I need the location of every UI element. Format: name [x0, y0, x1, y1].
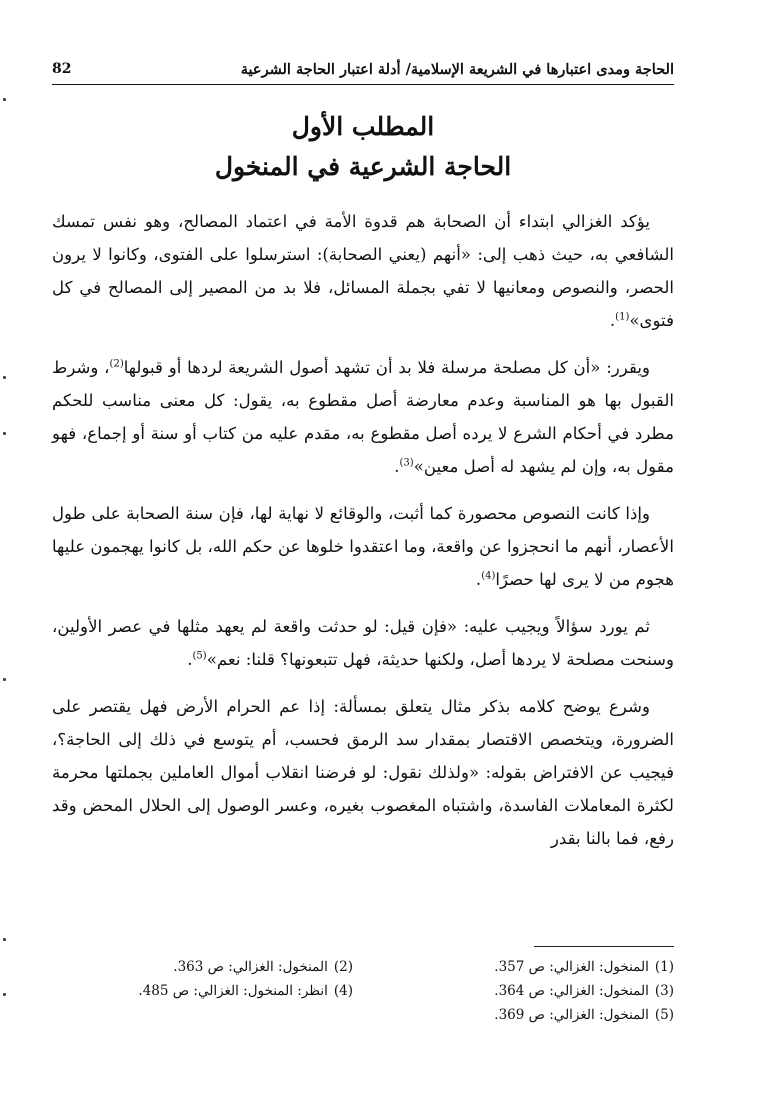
scan-mark: [3, 678, 6, 681]
header-rule: [52, 84, 674, 85]
footnote-text: المنخول: الغزالي: ص 369.: [494, 1007, 649, 1023]
footnote-4: [52, 982, 353, 1000]
section-title: المطلب الأول: [291, 112, 435, 141]
footnote-number: (4): [333, 983, 353, 999]
footnotes: [52, 958, 674, 1024]
footnote-ref-3[interactable]: (3): [399, 457, 414, 469]
scan-mark: [3, 376, 6, 379]
running-title: الحاجة ومدى اعتبارها في الشريعة الإسلامية/ أدلة اعتبار الحاجة الشرعية: [240, 60, 674, 78]
page-number: 82: [52, 61, 72, 77]
body-text: [52, 205, 674, 869]
footnote-rule: [534, 946, 674, 947]
footnote-number: (1): [654, 959, 674, 975]
subsection-title: الحاجة الشرعية في المنخول: [214, 152, 512, 181]
paragraph-2: ويقرر: «أن كل مصلحة مرسلة فلا بد أن تشهد أصول الشريعة لردها أو قبولها$^{(2)}$، وشرط القبول بها هو المناسبة وعدم معارضة أصل مقطوع به، يقول: كل معنى مناسب للحكم مطرد في أحكام الشرع لا يرده أصل مقطوع به، مقدم عليه من كتاب أو سنة أو إجماع، فهو مقول به، وإن لم يشهد له أصل معين»$^{(3)}$.: [52, 358, 675, 476]
paragraph-4: ثم يورد سؤالاً ويجيب عليه: «فإن قيل: لو حدثت واقعة لم يعهد مثلها في عصر الأولين، وسنحت مصلحة لا يردها أصل، ولكنها حديثة، فهل تتبعونها؟ قلنا: نعم»$^{(5)}$.: [52, 617, 674, 669]
footnote-number: (2): [333, 959, 353, 975]
paragraph-1: يؤكد الغزالي ابتداء أن الصحابة هم قدوة الأمة في اعتماد المصالح، وهو نفس تمسك الشافعي به، حيث ذهب إلى: «أنهم (يعني الصحابة): استرسلوا على الفتوى، وكانوا لا يرون الحصر، والنصوص ومعانيها لا تفي بجملة المسائل، فلا بد من المصير إلى المصالح في كل فتوى»$^{(1)}$.: [52, 212, 674, 330]
footnote-3: [373, 982, 674, 1000]
paragraph-5: وشرع يوضح كلامه بذكر مثال يتعلق بمسألة: إذا عم الحرام الأرض فهل يقتصر على الضرورة، ويتخصص الاقتصار بمقدار سد الرمق فحسب، أم يتوسع في ذلك إلى الحاجة؟، فيجيب عن الافتراض بقوله: «ولذلك نقول: لو فرضنا انقلاب أموال العاملين بجملتها محرمة لكثرة المعاملات الفاسدة، واشتباه المغصوب بغيره، وعسر الوصول إلى الحلال المحض وقد رفع، فما بالنا بقدر: [52, 697, 674, 848]
footnote-text: انظر: المنخول: الغزالي: ص 485.: [138, 983, 328, 999]
footnote-number: (3): [654, 983, 674, 999]
footnote-ref-1[interactable]: (1): [615, 311, 630, 323]
footnote-2: [52, 958, 353, 976]
footnote-5: [373, 1006, 674, 1024]
footnote-ref-2[interactable]: (2): [109, 358, 124, 370]
footnote-text: المنخول: الغزالي: ص 357.: [494, 959, 649, 975]
scan-mark: [3, 993, 6, 996]
paragraph-3: وإذا كانت النصوص محصورة كما أثبت، والوقائع لا نهاية لها، فإن سنة الصحابة على طول الأعصار، أنهم ما انحجزوا عن واقعة، وما اعتقدوا خلوها عن حكم الله، بل كانوا يهجمون عليها هجوم من لا يرى لها حصرًا$^{(4)}$.: [52, 504, 674, 589]
footnote-ref-4[interactable]: (4): [481, 570, 496, 582]
footnote-ref-5[interactable]: (5): [192, 650, 207, 662]
footnote-text: المنخول: الغزالي: ص 363.: [173, 959, 328, 975]
running-header: [52, 56, 674, 82]
footnote-number: (5): [654, 1007, 674, 1023]
footnote-1: [373, 958, 674, 976]
footnote-text: المنخول: الغزالي: ص 364.: [494, 983, 649, 999]
scan-mark: [3, 938, 6, 941]
scan-mark: [3, 432, 6, 435]
scan-mark: [3, 98, 6, 101]
